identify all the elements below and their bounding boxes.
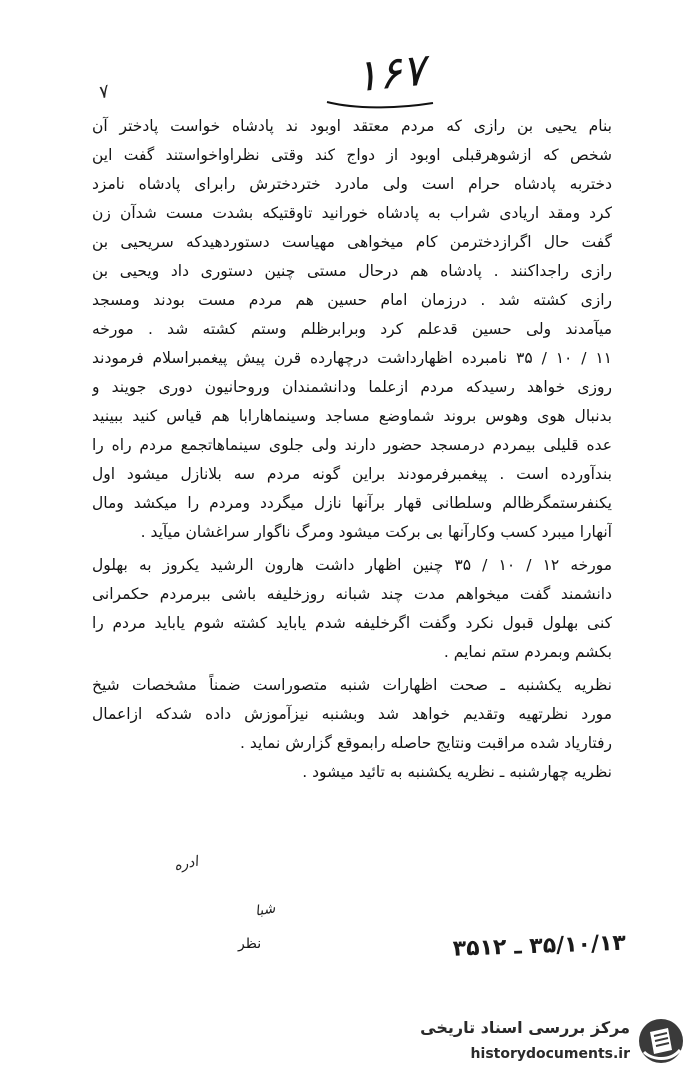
margin-note-top: ۷	[94, 81, 111, 104]
text-line: کرد ومقد اریادی شراب به پادشاه خورانید تاوقتیکه بشدت مست شدآن زن	[92, 204, 612, 222]
text-line: مورد نظرتهیه وتقدیم خواهد شد وبشنبه نیزآموزش داده شدکه ازاعمال	[92, 705, 612, 723]
text-line: کنی بهلول قبول نکرد وگفت اگرخلیفه شدم یاباید کشته شوم یاباید مردم را	[92, 614, 612, 632]
text-line: بکشم وبمردم ستم نمایم .	[443, 643, 612, 661]
text-line: عده قلیلی بیمردم درمسجد حضور دارند ولی جلوی سینماهاتجمع مردم راه را	[92, 436, 612, 454]
text-line: نظریه چهارشنبه ـ نظریه یکشنبه به تائید میشود .	[302, 763, 612, 781]
page-number-underline	[325, 100, 435, 110]
text-line: رازی راجداکنند . پادشاه هم درحال مستی چنین دستوری داد ویحیی بن	[92, 262, 612, 280]
watermark-title: مرکز بررسی اسناد تاریخی	[420, 1018, 630, 1037]
page-number: ۱۶۷	[352, 44, 428, 103]
text-line: میآمدند ولی حسین قدعلم کرد وبرابرظلم وستم کشته شد . مورخه	[92, 320, 612, 338]
text-line: بنام یحیی بن رازی که مردم معتقد اوبود ند پادشاه خواست پادختر آن	[92, 117, 612, 135]
margin-note-initials: ادره	[172, 853, 200, 875]
text-line: رفتاریاد شده مراقبت ونتایج حاصله رابموقع گزارش نماید .	[239, 734, 612, 752]
watermark-url: historydocuments.ir	[470, 1046, 630, 1062]
text-line: روزی خواهد رسیدکه مردم ازعلما ودانشمندان وروحانیون دوری جویند و	[92, 378, 612, 396]
text-line: شخص که ازشوهرقبلی اوبود از دواج کند وقتی نظراواخواستند گفت این	[92, 146, 612, 164]
text-line: دختربه پادشاه حرام است ولی مادرد ختردخترش رابرای پادشاه نامزد	[92, 175, 612, 193]
text-line: بندآورده است . پیغمبرفرمودند براین گونه مردم سه بلانازل میشود اول	[92, 465, 612, 483]
text-line: دانشمند گفت میخواهم مدت چند شبانه روزخلیفه باشی ببرمردم حکمرانی	[92, 585, 612, 603]
archive-logo-icon	[636, 1016, 686, 1066]
text-line: ۱۱ / ۱۰ / ۳۵ نامبرده اظهارداشت درچهارده قرن پیش پیغمبراسلام فرمودند	[92, 349, 612, 367]
text-line: آنهارا میبرد کسب وکارآنها بی برکت میشود ومرگ ناگوار سراغشان میآید .	[140, 523, 612, 541]
text-line: رازی کشته شد . درزمان امام حسین هم مردم مست بودند ومسجد	[92, 291, 612, 309]
stamp-handwritten: ۳۵/۱۰/۱۳ ـ ۳۵۱۲	[452, 930, 627, 962]
text-line: یکنفرستمگرظالم وسلطانی قهار برآنها نازل میگردد ومردم را میکشد ومال	[92, 494, 612, 512]
stamp-label: نظر	[238, 936, 262, 952]
report-body	[92, 112, 612, 787]
text-line: مورخه ۱۲ / ۱۰ / ۳۵ چنین اظهار داشت هارون الرشید یکروز به بهلول	[92, 556, 612, 574]
text-line: نظریه یکشنبه ـ صحت اظهارات شنبه متصوراست ضمناً مشخصات شیخ	[92, 676, 612, 694]
text-line: بدنبال هوی وهوس بروند شماوضع مساجد وسینماهارابا هم قیاس کنید ببینید	[92, 407, 612, 425]
margin-note-signature: شبا	[253, 900, 277, 920]
watermark	[405, 1010, 690, 1080]
text-line: گفت حال اگرازدخترمن کام میخواهی مهیاست دستوردهیدکه سریحیی بن	[92, 233, 612, 251]
